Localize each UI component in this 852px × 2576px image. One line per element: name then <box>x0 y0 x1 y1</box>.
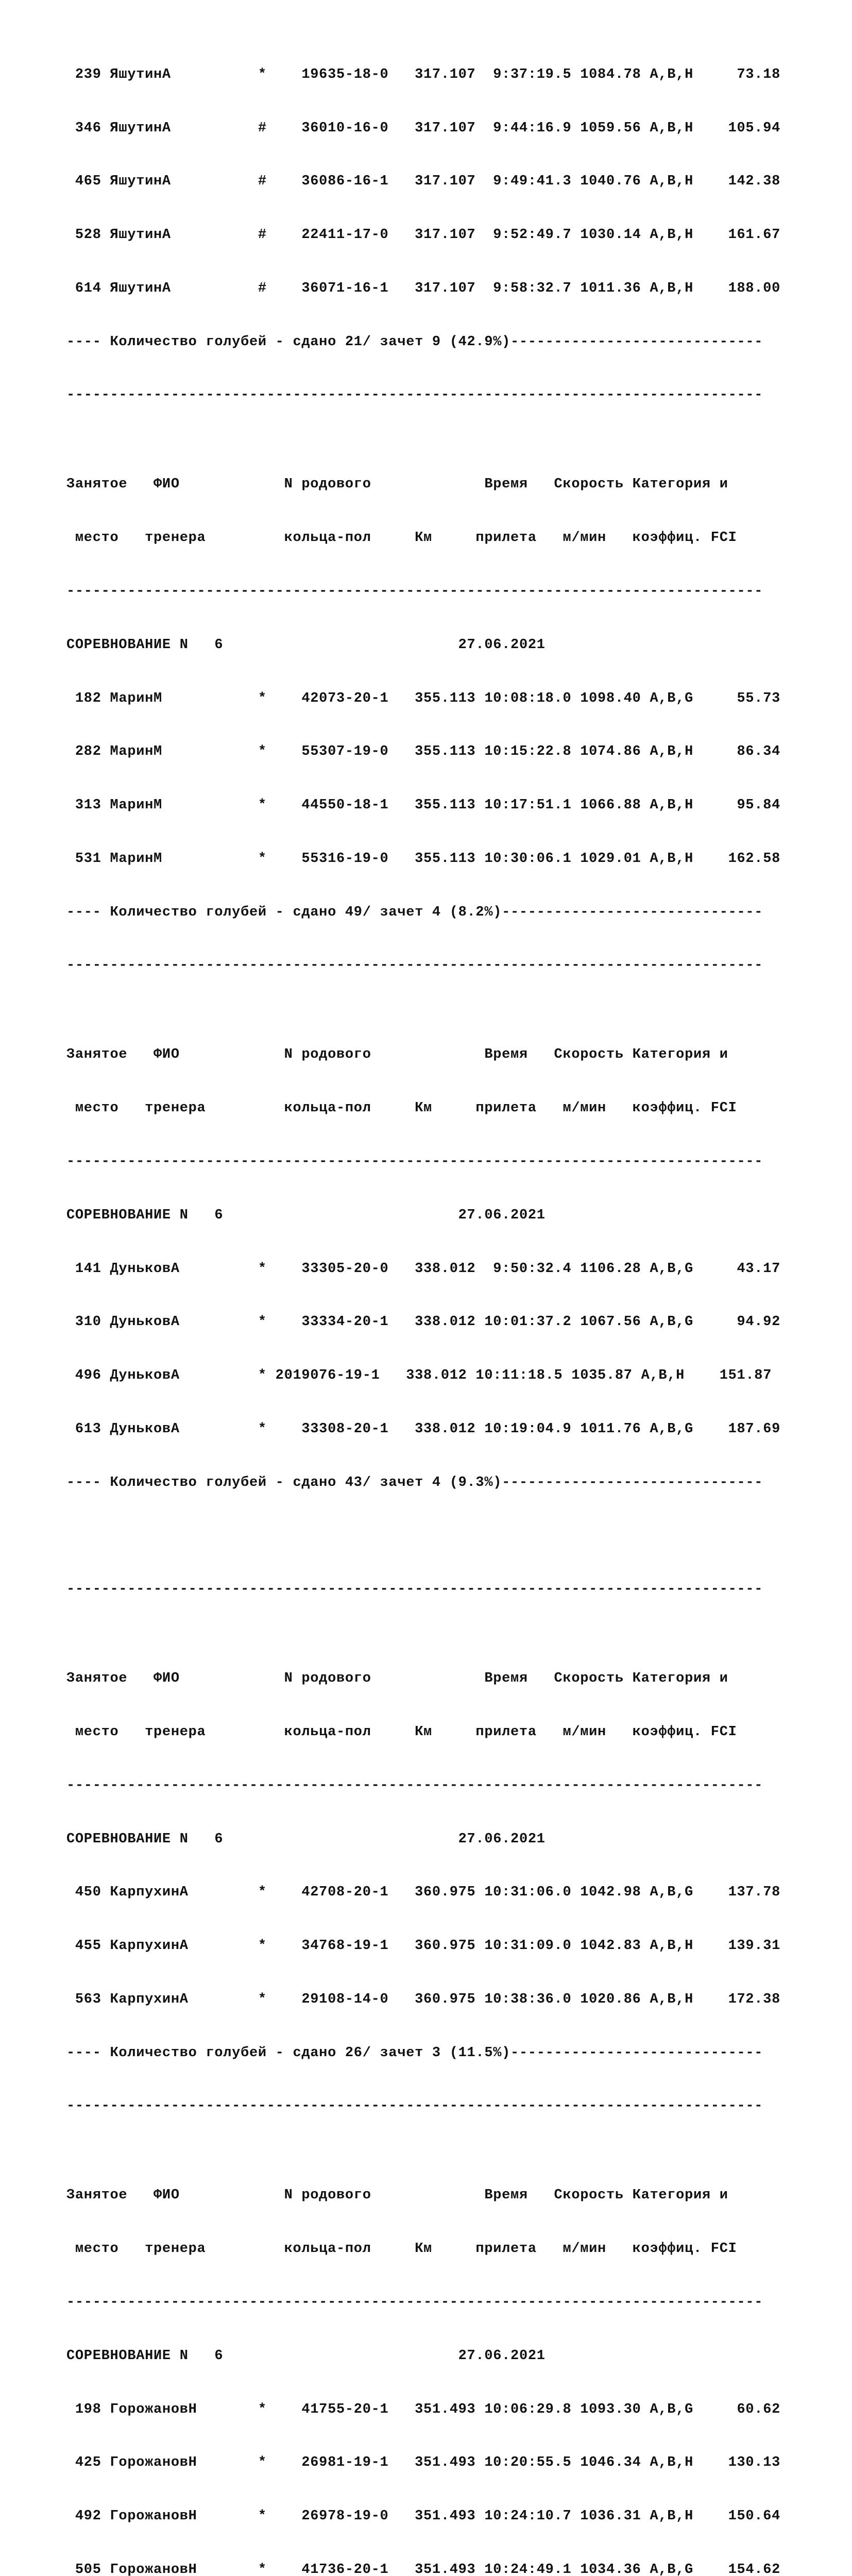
result-row: 613 ДуньковА * 33308-20-1 338.012 10:19:04.9 1011.76 A,B,G 187.69 <box>66 1421 781 1437</box>
divider: -------------------------------------------------------------------------------- <box>66 2098 763 2114</box>
summary-line: ---- Количество голубей - сдано 49/ зачет 4 (8.2%)------------------------------ <box>66 904 763 920</box>
result-row: 198 ГорожановН * 41755-20-1 351.493 10:06:29.8 1093.30 A,B,G 60.62 <box>66 2401 781 2417</box>
result-row: 563 КарпухинА * 29108-14-0 360.975 10:38:36.0 1020.86 A,B,H 172.38 <box>66 1991 781 2007</box>
competition-date: 27.06.2021 <box>458 1207 546 1223</box>
summary-line: ---- Количество голубей - сдано 21/ зачет 9 (42.9%)----------------------------- <box>66 334 763 350</box>
result-row: 455 КарпухинА * 34768-19-1 360.975 10:31:09.0 1042.83 A,B,H 139.31 <box>66 1938 781 1954</box>
summary-line: ---- Количество голубей - сдано 43/ зачет 4 (9.3%)------------------------------ <box>66 1475 763 1490</box>
result-row: 346 ЯшутинА # 36010-16-0 317.107 9:44:16.9 1059.56 A,B,H 105.94 <box>66 120 781 136</box>
result-row: 465 ЯшутинА # 36086-16-1 317.107 9:49:41.3 1040.76 A,B,H 142.38 <box>66 174 781 190</box>
competition-date: 27.06.2021 <box>458 2348 546 2364</box>
column-header: место тренера кольца-пол Км прилета м/мин коэффиц. FCI <box>66 1724 737 1740</box>
result-row: 313 МаринМ * 44550-18-1 355.113 10:17:51.1 1066.88 A,B,H 95.84 <box>66 798 781 814</box>
divider: -------------------------------------------------------------------------------- <box>66 1777 763 1793</box>
competition-line <box>66 1831 780 1849</box>
result-row: 282 МаринМ * 55307-19-0 355.113 10:15:22.8 1074.86 A,B,H 86.34 <box>66 744 781 760</box>
blank-line <box>66 1527 780 1545</box>
column-header: место тренера кольца-пол Км прилета м/мин коэффиц. FCI <box>66 1100 737 1116</box>
result-row: 505 ГорожановН * 41736-20-1 351.493 10:24:49.1 1034.36 A,B,G 154.62 <box>66 2562 781 2576</box>
result-row: 141 ДуньковА * 33305-20-0 338.012 9:50:32.4 1106.28 A,B,G 43.17 <box>66 1261 781 1277</box>
competition-label: СОРЕВНОВАНИЕ N 6 <box>66 637 224 653</box>
result-row: 450 КарпухинА * 42708-20-1 360.975 10:31:06.0 1042.98 A,B,G 137.78 <box>66 1885 781 1901</box>
result-row: 496 ДуньковА * 2019076-19-1 338.012 10:11:18.5 1035.87 A,B,H 151.87 <box>66 1368 772 1384</box>
summary-line: ---- Количество голубей - сдано 26/ зачет 3 (11.5%)----------------------------- <box>66 2045 763 2061</box>
divider: -------------------------------------------------------------------------------- <box>66 1154 763 1170</box>
competition-line <box>66 2347 780 2365</box>
result-row: 425 ГорожановН * 26981-19-1 351.493 10:20:55.5 1046.34 A,B,H 130.13 <box>66 2455 781 2471</box>
result-row: 239 ЯшутинА * 19635-18-0 317.107 9:37:19.5 1084.78 A,B,H 73.18 <box>66 66 781 82</box>
result-row: 310 ДуньковА * 33334-20-1 338.012 10:01:37.2 1067.56 A,B,G 94.92 <box>66 1314 781 1330</box>
competition-line <box>66 636 780 654</box>
divider: -------------------------------------------------------------------------------- <box>66 387 763 403</box>
result-row: 528 ЯшутинА # 22411-17-0 317.107 9:52:49.7 1030.14 A,B,H 161.67 <box>66 227 781 243</box>
result-row: 531 МаринМ * 55316-19-0 355.113 10:30:06.1 1029.01 A,B,H 162.58 <box>66 851 781 867</box>
competition-label: СОРЕВНОВАНИЕ N 6 <box>66 1831 224 1847</box>
column-header: Занятое ФИО N родового Время Скорость Категория и <box>66 2188 728 2204</box>
column-header: Занятое ФИО N родового Время Скорость Категория и <box>66 477 728 493</box>
divider: -------------------------------------------------------------------------------- <box>66 1582 763 1598</box>
competition-line <box>66 1207 780 1225</box>
competition-label: СОРЕВНОВАНИЕ N 6 <box>66 2348 224 2364</box>
column-header: место тренера кольца-пол Км прилета м/мин коэффиц. FCI <box>66 530 737 546</box>
divider: -------------------------------------------------------------------------------- <box>66 958 763 974</box>
divider: -------------------------------------------------------------------------------- <box>66 2295 763 2310</box>
results-report <box>66 12 780 2576</box>
result-row: 182 МаринМ * 42073-20-1 355.113 10:08:18.0 1098.40 A,B,G 55.73 <box>66 690 781 706</box>
column-header: Занятое ФИО N родового Время Скорость Категория и <box>66 1671 728 1687</box>
result-row: 492 ГорожановН * 26978-19-0 351.493 10:24:10.7 1036.31 A,B,H 150.64 <box>66 2509 781 2524</box>
competition-label: СОРЕВНОВАНИЕ N 6 <box>66 1207 224 1223</box>
competition-date: 27.06.2021 <box>458 1831 546 1847</box>
column-header: место тренера кольца-пол Км прилета м/мин коэффиц. FCI <box>66 2241 737 2257</box>
result-row: 614 ЯшутинА # 36071-16-1 317.107 9:58:32.7 1011.36 A,B,H 188.00 <box>66 280 781 296</box>
column-header: Занятое ФИО N родового Время Скорость Категория и <box>66 1047 728 1063</box>
competition-date: 27.06.2021 <box>458 637 546 653</box>
divider: -------------------------------------------------------------------------------- <box>66 584 763 599</box>
